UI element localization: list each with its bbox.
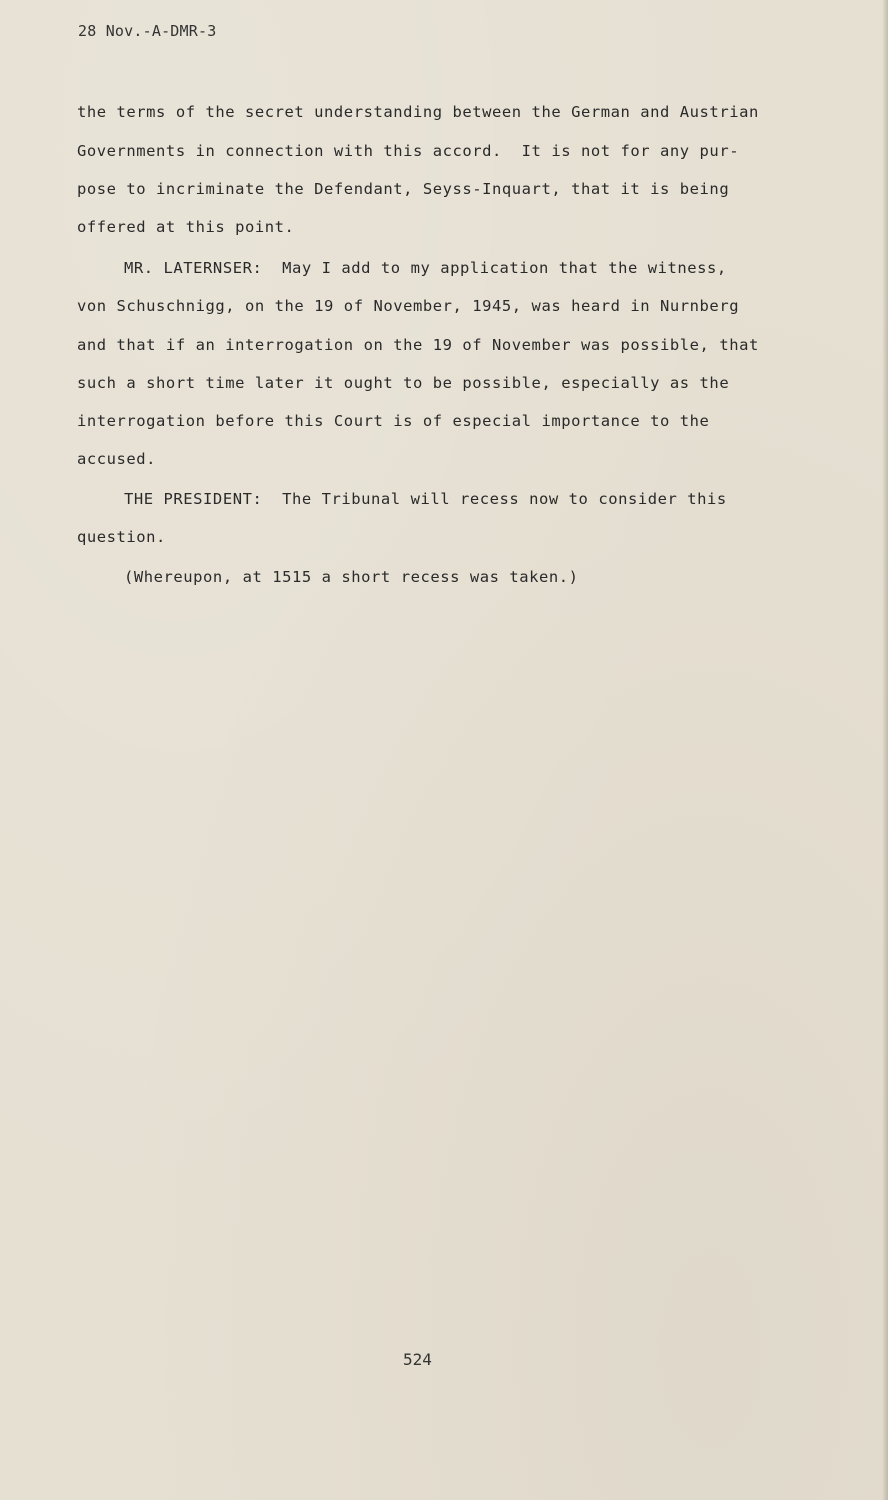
page-edge-shadow bbox=[882, 0, 888, 1500]
page-number: 524 bbox=[403, 1350, 432, 1369]
text-line: the terms of the secret understanding between the German and Austrian bbox=[77, 103, 759, 121]
text-line: von Schuschnigg, on the 19 of November, 1945, was heard in Nurnberg bbox=[77, 297, 740, 315]
text-line: accused. bbox=[77, 450, 157, 468]
text-line: (Whereupon, at 1515 a short recess was taken.) bbox=[124, 568, 579, 586]
text-line: pose to incriminate the Defendant, Seyss-Inquart, that it is being bbox=[77, 180, 730, 198]
text-line: offered at this point. bbox=[77, 218, 295, 236]
text-line: THE PRESIDENT: The Tribunal will recess now to consider this bbox=[124, 490, 727, 508]
text-line: and that if an interrogation on the 19 of November was possible, that bbox=[77, 336, 759, 354]
document-reference: 28 Nov.-A-DMR-3 bbox=[78, 22, 217, 40]
text-line: Governments in connection with this accord. It is not for any pur- bbox=[77, 142, 740, 160]
text-line: MR. LATERNSER: May I add to my application that the witness, bbox=[124, 259, 727, 277]
text-line: interrogation before this Court is of especial importance to the bbox=[77, 412, 710, 430]
text-line: such a short time later it ought to be possible, especially as the bbox=[77, 374, 730, 392]
text-line: question. bbox=[77, 528, 166, 546]
